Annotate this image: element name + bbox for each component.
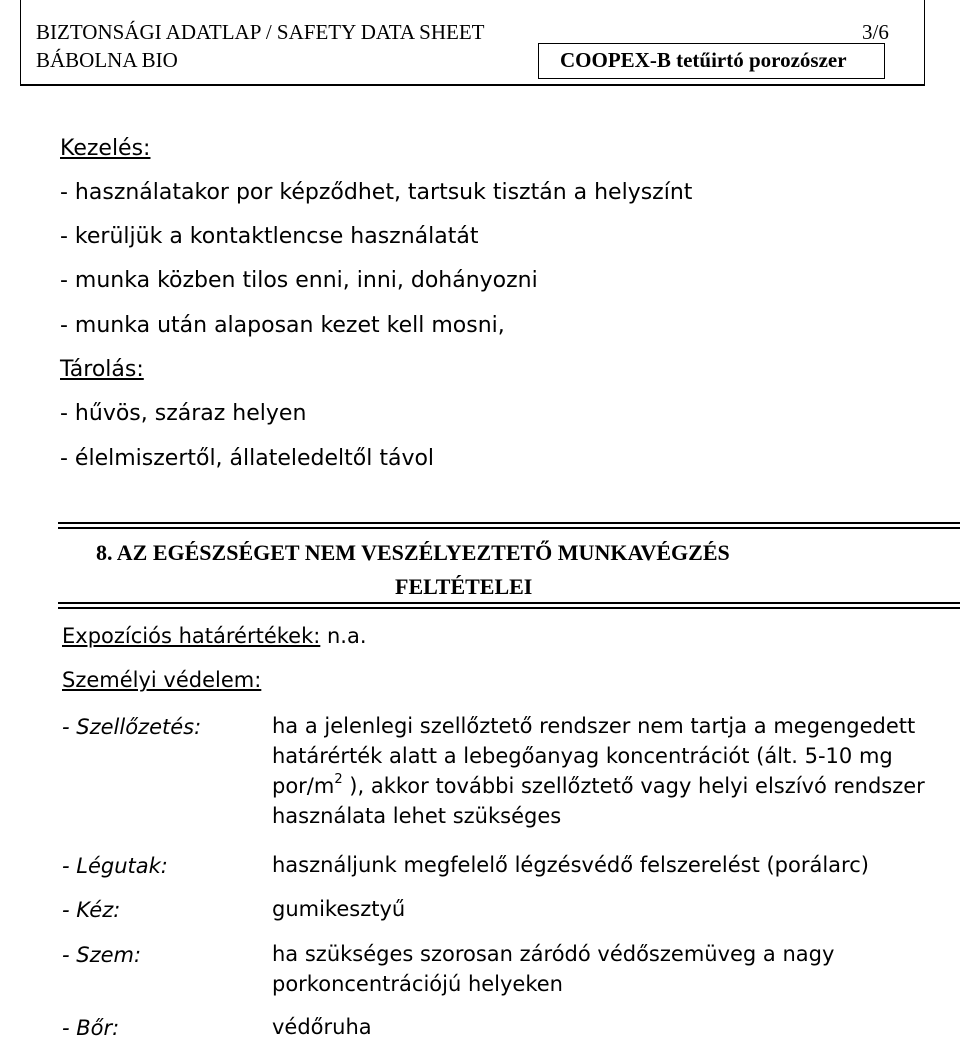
hand-value: gumikesztyű <box>272 897 406 921</box>
exposure-label: Expozíciós határértékek: <box>62 624 321 648</box>
eye-value <box>272 939 834 999</box>
personal-protection-heading: Személyi védelem: <box>62 668 262 692</box>
section8-heading: 8. AZ EGÉSZSÉGET NEM VESZÉLYEZTETŐ MUNKAVÉGZÉS <box>96 540 730 565</box>
airways-label: - Légutak: <box>62 854 168 878</box>
airways-value: használjunk megfelelő légzésvédő felszerelést (porálarc) <box>272 853 869 877</box>
eye-line: ha szükséges szorosan záródó védőszemüveg a nagy <box>272 942 835 966</box>
storage-heading: Tárolás: <box>60 357 144 382</box>
ventilation-label: - Szellőzetés: <box>62 715 202 739</box>
header-frame-right <box>924 0 925 86</box>
eye-label: - Szem: <box>62 943 142 967</box>
skin-label: - Bőr: <box>62 1016 120 1040</box>
storage-item: - élelmiszertől, állateledeltől távol <box>60 446 435 471</box>
skin-value: védőruha <box>272 1015 372 1039</box>
hand-label: - Kéz: <box>62 898 121 922</box>
handling-item: - munka után alaposan kezet kell mosni, <box>60 313 505 338</box>
section8-heading-cont: FELTÉTELEI <box>395 574 533 599</box>
section-rule <box>58 602 960 604</box>
ventilation-line: határérték alatt a lebegőanyag koncentrációt (ált. 5-10 mg <box>272 744 893 768</box>
handling-item: - munka közben tilos enni, inni, dohányozni <box>60 268 538 293</box>
ventilation-line: por/$m^2$ ), akkor további szellőztető vagy helyi elszívó rendszer <box>272 772 925 798</box>
ventilation-line: ha a jelenlegi szellőztető rendszer nem tartja a megengedett <box>272 714 916 738</box>
company-name: BÁBOLNA BIO <box>36 48 178 72</box>
section-rule <box>58 522 960 524</box>
document-title: BIZTONSÁGI ADATLAP / SAFETY DATA SHEET <box>36 20 485 44</box>
exposure-value: n.a. <box>320 624 367 648</box>
section-rule <box>58 527 960 529</box>
handling-item: - használatakor por képződhet, tartsuk tisztán a helyszínt <box>60 180 693 205</box>
section-rule <box>58 607 960 609</box>
page-number: 3/6 <box>862 20 889 44</box>
header-frame-left <box>20 0 21 86</box>
header-divider <box>20 84 925 86</box>
eye-line: porkoncentrációjú helyeken <box>272 972 563 996</box>
handling-heading: Kezelés: <box>60 136 151 161</box>
exposure-limits <box>62 624 367 648</box>
storage-item: - hűvös, száraz helyen <box>60 401 307 426</box>
product-name: COOPEX-B tetűirtó porozószer <box>560 48 847 72</box>
ventilation-text <box>272 711 925 831</box>
handling-item: - kerüljük a kontaktlencse használatát <box>60 224 479 249</box>
ventilation-line: használata lehet szükséges <box>272 804 562 828</box>
